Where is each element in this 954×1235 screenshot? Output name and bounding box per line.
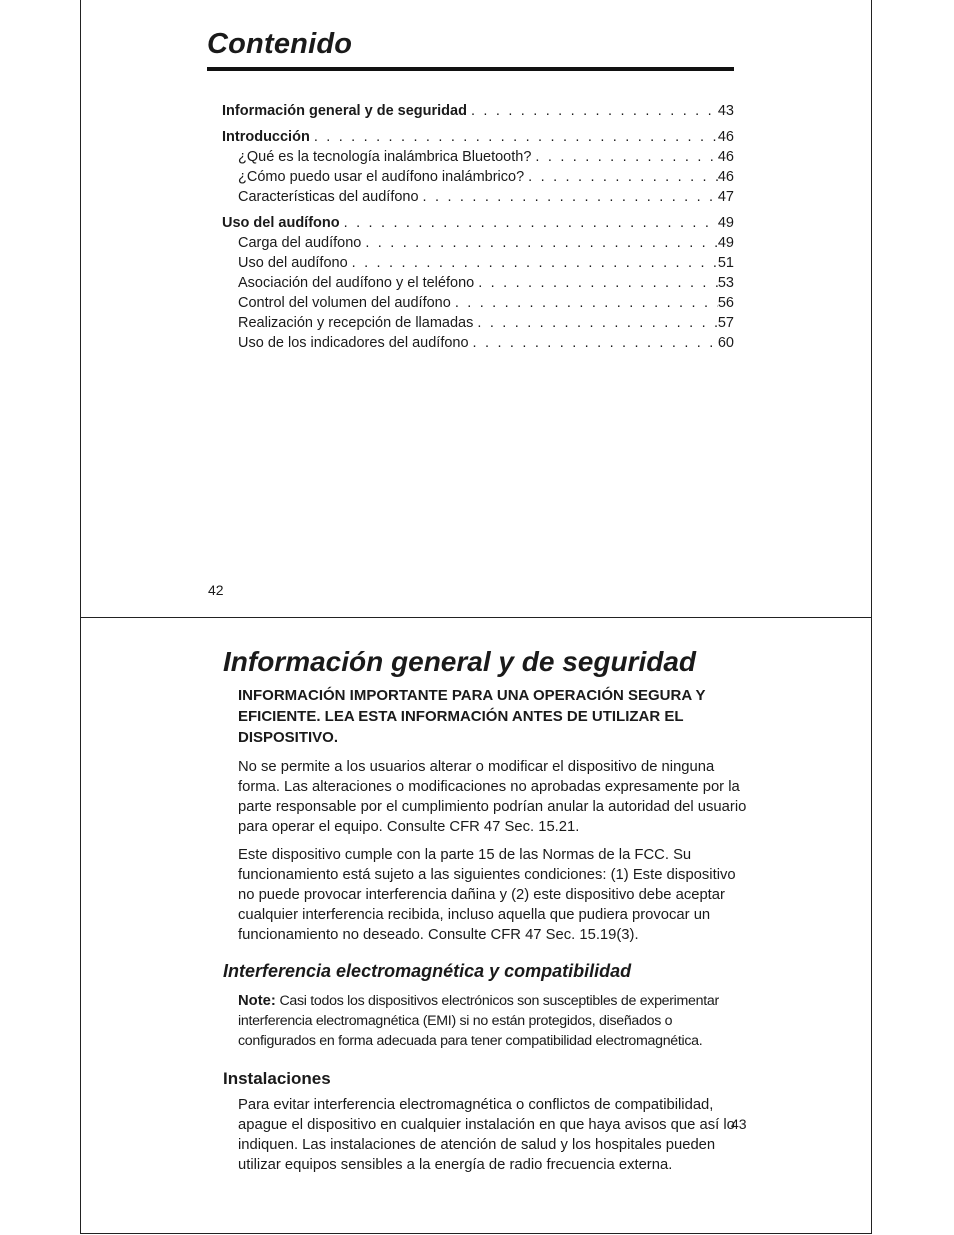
toc-entry-title: Realización y recepción de llamadas: [238, 315, 474, 331]
toc-leader: [524, 167, 718, 187]
page-contents: [80, 0, 872, 618]
body-paragraph: Este dispositivo cumple con la parte 15 de las Normas de la FCC. Su funcionamiento está sujeto a las siguientes condiciones: (1) Este dispositivo no puede provocar interferencia dañina y (2) este dispositivo debe aceptar cualquier interferencia recibida, incluso aquella que pudiera provocar un funcionamiento no deseado. Consulte CFR 47 Sec. 15.19(3).: [238, 847, 736, 943]
toc-list: [222, 101, 734, 353]
toc-leader: [348, 253, 718, 273]
toc-entry[interactable]: [222, 213, 734, 233]
toc-entry-title: ¿Cómo puedo usar el audífono inalámbrico?: [238, 169, 525, 185]
toc-entry-page: 49: [717, 215, 734, 231]
page-number: 42: [208, 582, 224, 598]
toc-leader: [469, 333, 718, 353]
safety-warning: INFORMACIÓN IMPORTANTE PARA UNA OPERACIÓN SEGURA Y EFICIENTE. LEA ESTA INFORMACIÓN ANTES DE UTILIZAR EL DISPOSITIVO.: [238, 687, 706, 746]
body-paragraph: Para evitar interferencia electromagnética o conflictos de compatibilidad, apague el dispositivo en cualquier instalación en que haya avisos que así lo indiquen. Las instalaciones de atención de salud y los hospitales pueden utilizar equipos sensibles a la energía de radio frecuencia externa.: [238, 1097, 735, 1173]
toc-entry-title: ¿Qué es la tecnología inalámbrica Bluetooth?: [238, 149, 532, 165]
toc-entry-title: Uso de los indicadores del audífono: [238, 335, 469, 351]
toc-entry-title: Uso del audífono: [222, 215, 340, 231]
note-paragraph: [238, 991, 750, 1051]
toc-leader: [361, 233, 718, 253]
toc-entry-page: 60: [717, 335, 734, 351]
note-label: Note:: [238, 993, 276, 1009]
toc-entry[interactable]: [222, 127, 734, 147]
toc-entry-page: 51: [717, 255, 734, 271]
toc-entry-title: Control del volumen del audífono: [238, 295, 451, 311]
body-paragraph: No se permite a los usuarios alterar o modificar el dispositivo de ninguna forma. Las alteraciones o modificaciones no aprobadas expresamente por la parte responsable por el cumplimiento podrían anular la autoridad del usuario para operar el equipo. Consulte CFR 47 Sec. 15.21.: [238, 759, 747, 835]
section-title: Información general y de seguridad: [223, 646, 697, 677]
toc-leader: [474, 273, 718, 293]
toc-title: Contenido: [207, 28, 353, 60]
toc-entry-page: 56: [717, 295, 734, 311]
toc-entry-page: 43: [717, 103, 734, 119]
emi-heading: Interferencia electromagnética y compatibilidad: [223, 961, 632, 981]
toc-entry-page: 46: [717, 169, 734, 185]
toc-entry-title: Carga del audífono: [238, 235, 362, 251]
toc-entry[interactable]: [222, 293, 734, 313]
note-text: Casi todos los dispositivos electrónicos son susceptibles de experimentar interferencia electromagnética (EMI) si no están protegidos, diseñados o configurados en forma adecuada para tener compatibilidad electromagnética.: [238, 993, 719, 1049]
toc-entry-page: 46: [717, 149, 734, 165]
toc-leader: [340, 213, 718, 233]
page-number: 43: [731, 1116, 747, 1132]
toc-entry-page: 53: [717, 275, 734, 291]
toc-entry[interactable]: [222, 313, 734, 333]
toc-entry-title: Información general y de seguridad: [222, 103, 467, 119]
toc-leader: [473, 313, 718, 333]
toc-leader: [419, 187, 718, 207]
toc-entry[interactable]: [222, 273, 734, 293]
toc-entry[interactable]: [222, 101, 734, 121]
toc-entry-page: 49: [717, 235, 734, 251]
toc-entry-title: Características del audífono: [238, 189, 419, 205]
toc-entry-title: Asociación del audífono y el teléfono: [238, 275, 475, 291]
toc-entry-page: 46: [717, 129, 734, 145]
toc-entry[interactable]: [222, 333, 734, 353]
toc-leader: [531, 147, 717, 167]
toc-entry[interactable]: [222, 167, 734, 187]
toc-entry[interactable]: [222, 147, 734, 167]
toc-entry-title: Introducción: [222, 129, 310, 145]
toc-entry-title: Uso del audífono: [238, 255, 348, 271]
toc-entry[interactable]: [222, 187, 734, 207]
toc-entry-page: 57: [717, 315, 734, 331]
toc-leader: [310, 127, 718, 147]
toc-entry-page: 47: [717, 189, 734, 205]
toc-leader: [467, 101, 718, 121]
toc-leader: [451, 293, 718, 313]
installations-heading: Instalaciones: [223, 1069, 331, 1088]
toc-entry[interactable]: [222, 253, 734, 273]
toc-entry[interactable]: [222, 233, 734, 253]
page-safety: [80, 617, 872, 1234]
title-rule: [207, 67, 734, 71]
